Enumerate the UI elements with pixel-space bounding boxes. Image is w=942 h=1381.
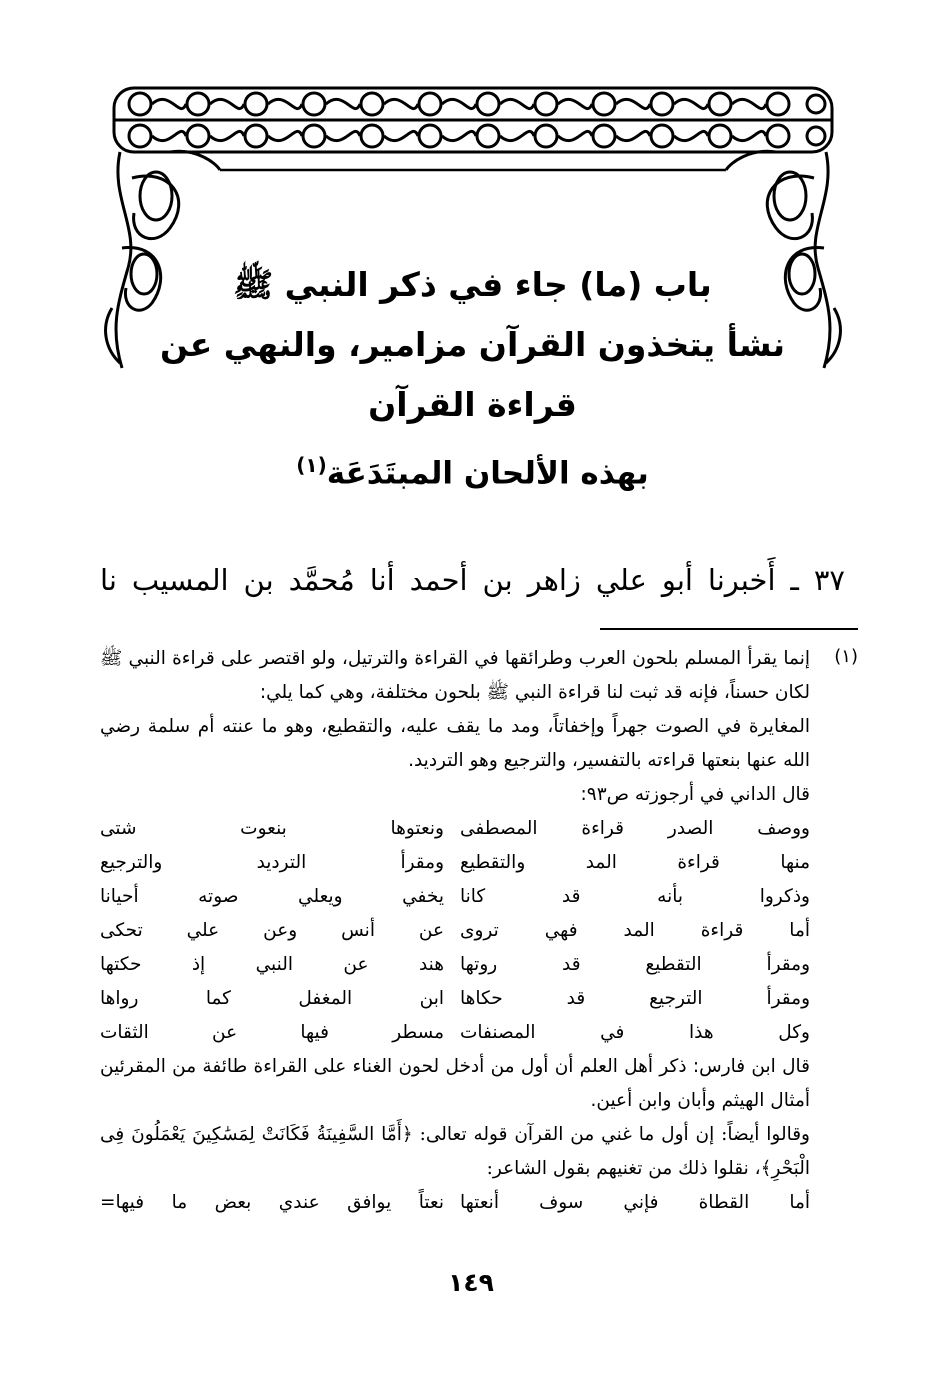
- verse-second-half: يخفي ويعلي صوته أحيانا: [100, 886, 444, 907]
- heading-line-3-text: بهذه الألحان المبتَدَعَة: [326, 455, 649, 492]
- verse-second-half: عن أنس وعن علي تحكى: [100, 920, 444, 941]
- verse-first-half: أما قراءة المد فهي تروى: [460, 920, 810, 941]
- footnote-paragraph: المغايرة في الصوت جهراً وإخفاتاً، ومد ما يقف عليه، والتقطيع، وهو ما عنته أم سلمة رضي الله عنها بنعتها قراءته بالتفسير، والترجيع وهو الترديد.: [100, 716, 810, 771]
- verse-second-half: هند عن النبي إذ حكتها: [100, 954, 444, 975]
- heading-line-2: نشأ يتخذون القرآن مزامير، والنهي عن قراءة القرآن: [160, 325, 785, 424]
- verse-first-half: ومقرأ التقطيع قد روتها: [460, 954, 810, 975]
- verse-first-half: وذكروا بأنه قد كانا: [460, 886, 810, 907]
- footnote-paragraph: قال ابن فارس: ذكر أهل العلم أن أول من أدخل لحون الغناء على القراءة طائفة من المقرئين أمثال الهيثم وأبان وابن أعين.: [100, 1056, 810, 1111]
- page-number: ١٤٩: [448, 1268, 494, 1297]
- verse-line: [100, 1186, 810, 1220]
- verse-line: [100, 1016, 810, 1050]
- footnote-paragraph: إنما يقرأ المسلم بلحون العرب وطرائقها في القراءة والترتيل، ولو اقتصر على قراءة النبي ﷺ لكان حسناً، فإنه قد ثبت لنا قراءة النبي ﷺ بلحون مختلفة، وهي كما يلي:: [100, 648, 810, 703]
- footnote-body: [100, 642, 810, 1220]
- verse-line: [100, 812, 810, 846]
- verse-line: [100, 982, 810, 1016]
- footnote-paragraph: قال الداني في أرجوزته ص٩٣:: [580, 784, 810, 805]
- heading-line-1: باب (ما) جاء في ذكر النبي ﷺ: [233, 265, 712, 304]
- footnote-paragraph-quran: وقالوا أيضاً: إن أول ما غني من القرآن قوله تعالى: ﴿أَمَّا السَّفِينَةُ فَكَانَتْ لِمَسَٰكِينَ يَعْمَلُونَ فِى الْبَحْرِ﴾، نقلوا ذلك من تغنيهم بقول الشاعر:: [100, 1124, 810, 1179]
- verse-second-half: ومقرأ الترديد والترجيع: [100, 852, 444, 873]
- verse-line: [100, 914, 810, 948]
- verse-second-half: ونعتوها بنعوت شتى: [100, 818, 444, 839]
- verse-first-half: ومقرأ الترجيع قد حكاها: [460, 988, 810, 1009]
- verse-second-half: مسطر فيها عن الثقات: [100, 1022, 444, 1043]
- footnote-divider: [600, 628, 858, 630]
- footnote-number: (١): [834, 646, 858, 667]
- verse-first-half: ووصف الصدر قراءة المصطفى: [460, 818, 810, 839]
- footnote: [100, 642, 858, 1220]
- verse-first-half: وكل هذا في المصنفات: [460, 1022, 810, 1043]
- hadith-isnad: ٣٧ ـ أَخبرنا أبو علي زاهر بن أحمد أنا مُحمَّد بن المسيب نا: [100, 563, 845, 597]
- verse-second-half: ابن المغفل كما رواها: [100, 988, 444, 1009]
- verse-second-half: نعتاً يوافق عندي بعض ما فيها=: [100, 1192, 444, 1213]
- verse-line: [100, 948, 810, 982]
- verse-line: [100, 846, 810, 880]
- heading-line-3: [110, 435, 835, 503]
- verse-first-half: أما القطاة فإني سوف أنعتها: [460, 1192, 810, 1213]
- chapter-heading: [110, 255, 835, 503]
- verse-line: [100, 880, 810, 914]
- verse-first-half: منها قراءة المد والتقطيع: [460, 852, 810, 873]
- footnote-reference: (١): [296, 453, 327, 477]
